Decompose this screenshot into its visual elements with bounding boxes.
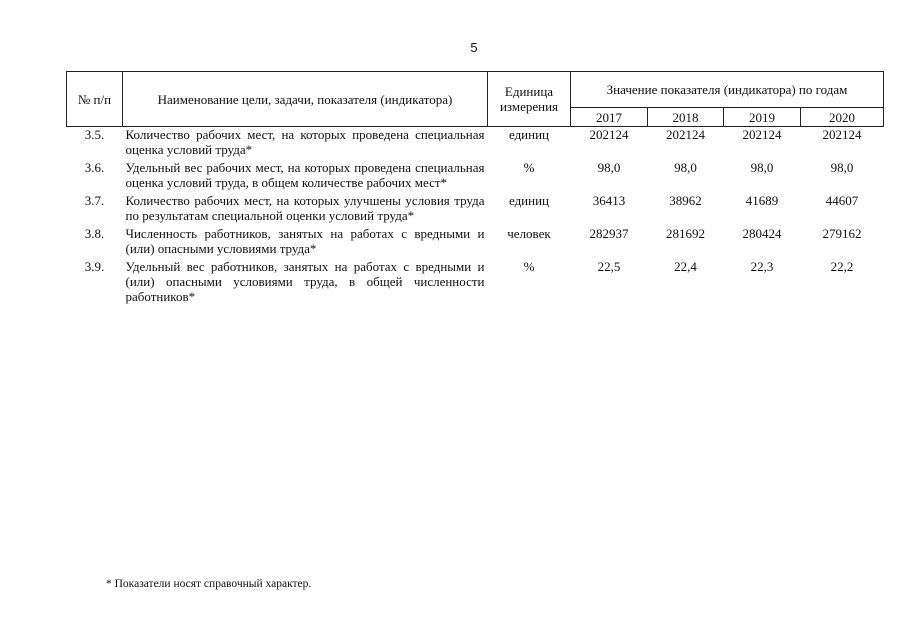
row-name: Количество рабочих мест, на которых проведена специальная оценка условий труда* (125, 127, 485, 157)
row-unit: единиц (508, 127, 550, 142)
row-value: 202124 (666, 127, 705, 142)
row-name: Удельный вес рабочих мест, на которых проведена специальная оценка условий труда, в общем количестве рабочих мест* (125, 160, 485, 190)
row-name: Удельный вес работников, занятых на работах с вредными и (или) опасными условиями труда, в общей численности работников* (125, 259, 485, 304)
indicators-table (66, 71, 884, 307)
row-num: 3.6. (84, 160, 105, 175)
table-row (67, 127, 884, 161)
row-value: 22,5 (597, 259, 621, 274)
row-value: 282937 (589, 226, 629, 241)
row-num: 3.9. (84, 259, 105, 274)
page-number: 5 (470, 40, 478, 55)
row-value: 38962 (669, 193, 702, 208)
row-value: 22,3 (750, 259, 774, 274)
header-row (67, 72, 884, 108)
row-value: 22,2 (830, 259, 854, 274)
row-value: 98,0 (750, 160, 774, 175)
row-name: Численность работников, занятых на работах с вредными и (или) опасными условиями труда* (125, 226, 485, 256)
row-value: 280424 (742, 226, 782, 241)
table-row (67, 226, 884, 259)
row-value: 202124 (742, 127, 782, 142)
row-value: 202124 (822, 127, 862, 142)
row-value: 98,0 (830, 160, 854, 175)
row-value: 44607 (825, 193, 859, 208)
table-row (67, 259, 884, 307)
header-year: 2018 (648, 108, 724, 127)
row-unit: человек (507, 226, 551, 241)
row-name: Количество рабочих мест, на которых улучшены условия труда по результатам специальной оценки условий труда* (125, 193, 485, 223)
row-value: 98,0 (597, 160, 621, 175)
header-unit: Единица измерения (488, 72, 571, 127)
header-num: № п/п (67, 72, 123, 127)
row-unit: единиц (508, 193, 550, 208)
row-value: 36413 (592, 193, 626, 208)
row-value: 22,4 (674, 259, 697, 274)
header-name: Наименование цели, задачи, показателя (индикатора) (123, 72, 488, 127)
table-row (67, 193, 884, 226)
header-values-group: Значение показателя (индикатора) по годам (571, 72, 884, 108)
row-value: 41689 (745, 193, 779, 208)
header-year: 2019 (724, 108, 801, 127)
footnote: * Показатели носят справочный характер. (106, 578, 312, 590)
header-year: 2020 (801, 108, 884, 127)
table-row (67, 160, 884, 193)
row-num: 3.8. (84, 226, 105, 241)
row-value: 281692 (666, 226, 705, 241)
row-value: 279162 (822, 226, 862, 241)
header-year: 2017 (571, 108, 648, 127)
row-unit: % (523, 160, 535, 175)
row-num: 3.5. (84, 127, 105, 142)
row-num: 3.7. (84, 193, 105, 208)
row-value: 202124 (589, 127, 629, 142)
row-unit: % (523, 259, 535, 274)
row-value: 98,0 (674, 160, 697, 175)
